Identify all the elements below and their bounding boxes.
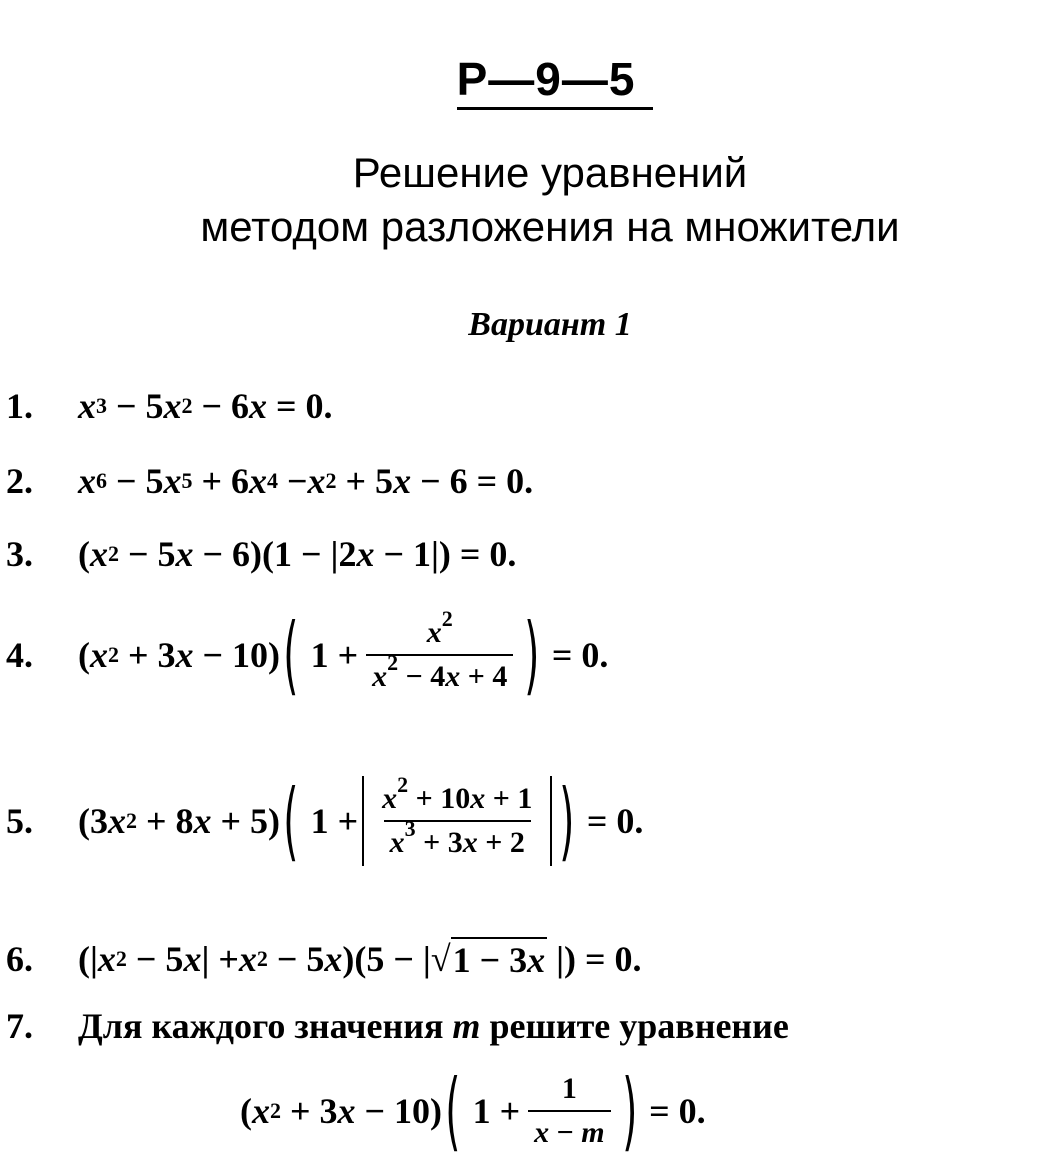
problem-number: 3.: [6, 534, 33, 574]
problem-5: [6, 771, 644, 871]
worksheet-title: [0, 146, 1055, 254]
problem-number: 1.: [6, 386, 33, 426]
problem-6: [6, 937, 642, 981]
fraction: $\frac{x^2 + 10x + 1}{x^3 + 3x + 2}$: [382, 772, 533, 859]
problem-7-text-suffix: решите уравнение: [489, 1006, 789, 1046]
title-line-2: методом разложения на множители: [200, 203, 900, 250]
problem-6-equation: (| x 2 − 5 x | + x 2 − 5 x )(5 − |√ 1 − 3x |) = 0.: [78, 939, 642, 980]
variant-heading: Вариант 1: [468, 306, 632, 343]
problem-4-equation: ( x 2 + 3 x − 10) ( 1 + $\frac{x^2}{x^2 - 4x + 4}$ ) = 0.: [78, 605, 609, 705]
title-line-1: Решение уравнений: [352, 149, 748, 196]
problem-number: 4.: [6, 635, 33, 675]
fraction: $\frac{1}{x - m}$: [528, 1072, 610, 1150]
problem-7-equation: ( x 2 + 3 x − 10) ( 1 + $\frac{1}{x - m}$ ) = 0.: [240, 1061, 706, 1161]
fraction: $\frac{x^2}{x^2 - 4x + 4}$: [366, 616, 513, 694]
problem-7-param: m: [452, 1006, 481, 1046]
problem-number: 5.: [6, 801, 33, 841]
abs-bar-left: [362, 776, 364, 866]
problem-5-equation: (3 x 2 + 8 x + 5) ( 1 + $\frac{x^2 + 10x + 1}{x^3 + 3x + 2}$ ) = 0.: [78, 771, 644, 871]
worksheet-code: Р—9—5: [0, 52, 1055, 106]
problem-number: 6.: [6, 939, 33, 979]
problem-7: [6, 1005, 789, 1047]
problem-1: [6, 385, 333, 427]
problem-3-equation: ( x 2 − 5 x − 6)(1 − |2 x − 1|) = 0.: [78, 534, 517, 574]
problem-number: 2.: [6, 461, 33, 501]
problem-1-equation: x 3 − 5 x 2 − 6 x = 0.: [78, 386, 333, 426]
problem-7-text-prefix: Для каждого значения: [78, 1006, 444, 1046]
problem-3: [6, 533, 516, 575]
problem-2-equation: x 6 − 5 x 5 + 6 x 4 − x 2 + 5 x − 6 = 0.: [78, 461, 534, 501]
problem-number: 7.: [6, 1006, 33, 1046]
problem-4: [6, 605, 609, 705]
problem-2: [6, 460, 533, 502]
abs-bar-right: [550, 776, 552, 866]
